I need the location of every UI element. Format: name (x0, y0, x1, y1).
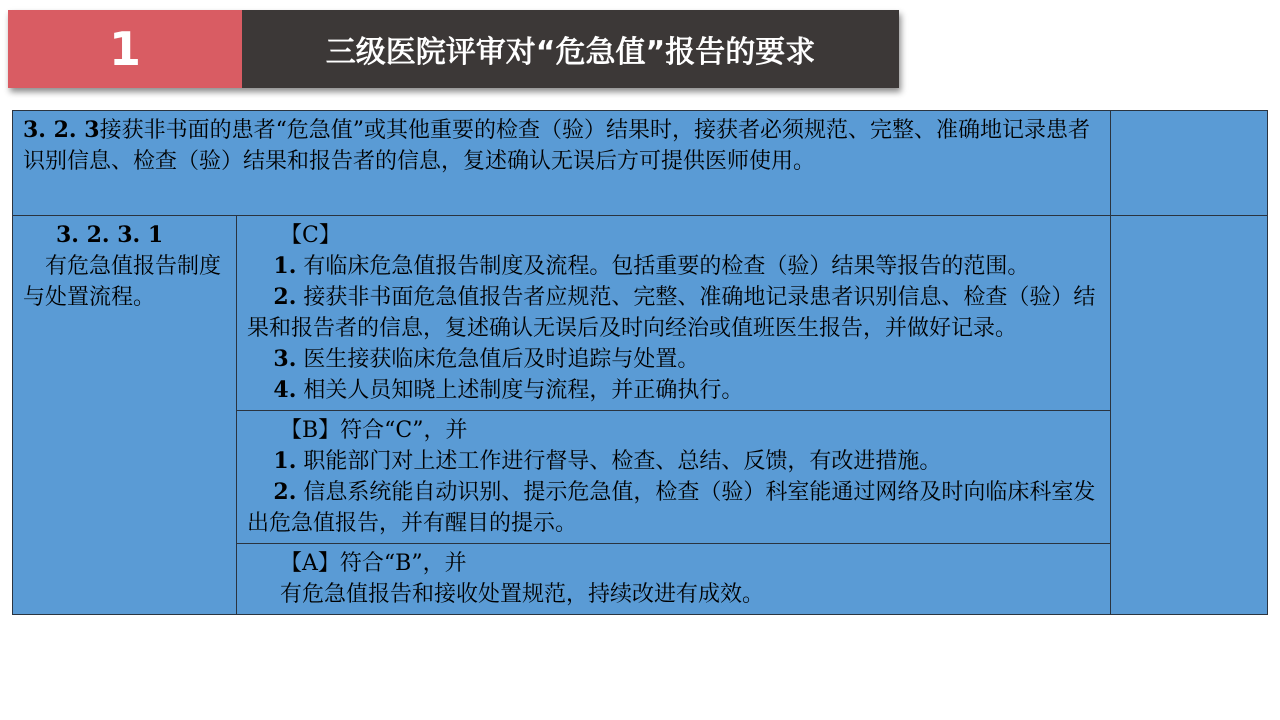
slide-title: 三级医院评审对“危急值”报告的要求 (242, 10, 899, 88)
level-c-point: 1. 有临床危急值报告制度及流程。包括重要的检查（验）结果等报告的范围。 (273, 253, 1030, 279)
level-b-point: 1. 职能部门对上述工作进行督导、检查、总结、反馈，有改进措施。 (273, 448, 942, 474)
right-empty-cell (1111, 216, 1268, 615)
level-a-text: 有危急值报告和接收处置规范，持续改进有成效。 (280, 582, 765, 607)
standards-table (12, 110, 1268, 615)
level-c-point: 2. 接获非书面危急值报告者应规范、完整、准确地记录患者识别信息、检查（验）结果和报告者的信息，复述确认无误后及时向经治或值班医生报告，并做好记录。 (247, 284, 1096, 341)
level-b-point: 2. 信息系统能自动识别、提示危急值，检查（验）科室能通过网络及时向临床科室发出危急值报告，并有醒目的提示。 (247, 479, 1096, 536)
standard-empty-cell (1111, 111, 1268, 216)
level-c-point: 4. 相关人员知晓上述制度与流程，并正确执行。 (273, 377, 744, 403)
level-c-heading: 【C】 (280, 223, 341, 248)
level-c-cell (237, 216, 1111, 411)
standard-cell (13, 111, 1111, 216)
standard-text: 接获非书面的患者“危急值”或其他重要的检查（验）结果时，接获者必须规范、完整、准确地记录患者识别信息、检查（验）结果和报告者的信息，复述确认无误后方可提供医师使用。 (23, 118, 1091, 174)
level-a-cell (237, 544, 1111, 615)
item-code: 3. 2. 3. 1 (56, 222, 164, 248)
section-number: 1 (8, 10, 242, 88)
item-cell (13, 216, 237, 615)
level-a-heading: 【A】符合“B”，并 (280, 551, 467, 576)
title-banner (8, 10, 899, 88)
level-b-cell (237, 411, 1111, 544)
standard-row (13, 111, 1268, 216)
level-b-heading: 【B】符合“C”，并 (280, 418, 468, 443)
level-c-point: 3. 医生接获临床危急值后及时追踪与处置。 (273, 346, 700, 372)
item-title: 有危急值报告制度与处置流程。 (23, 254, 222, 310)
standard-number: 3. 2. 3 (23, 117, 100, 143)
level-c-row (13, 216, 1268, 411)
